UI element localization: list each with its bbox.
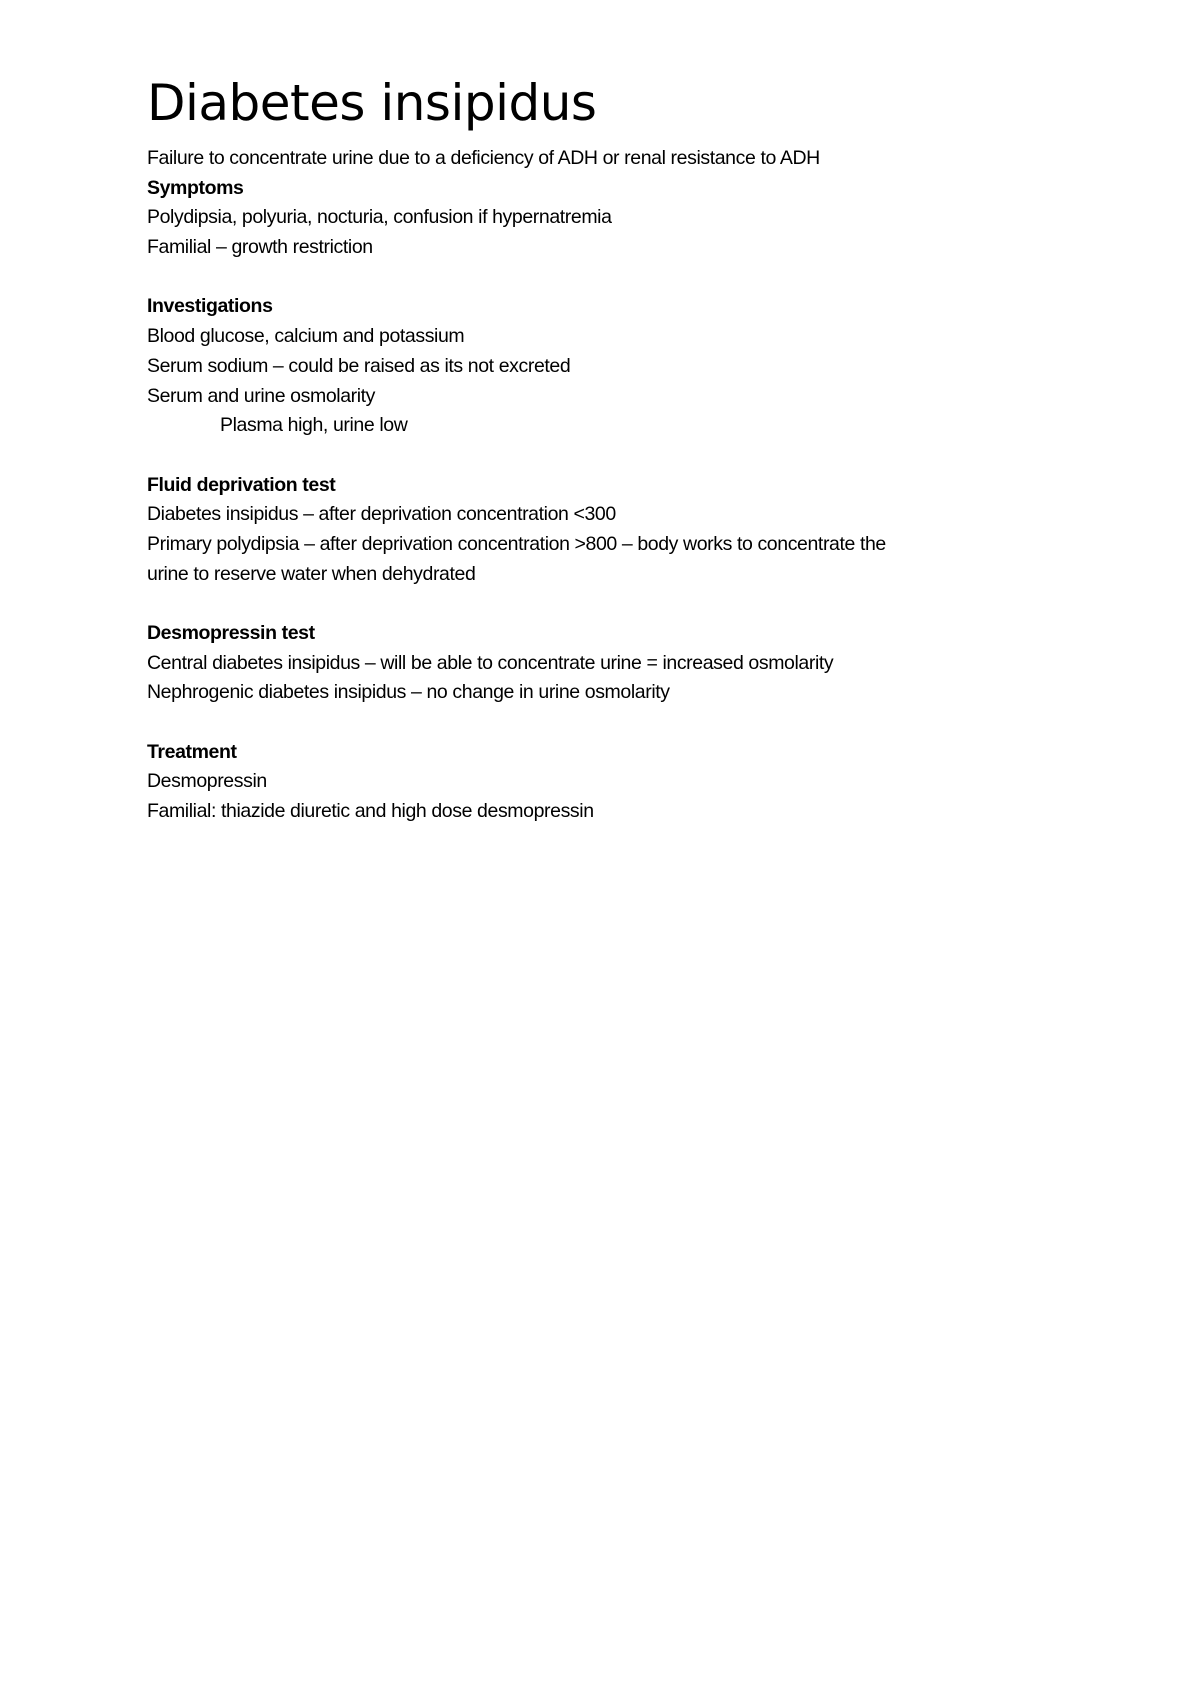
investigations-line: Serum and urine osmolarity	[147, 384, 376, 407]
desmopressin-test-heading: Desmopressin test	[147, 622, 315, 644]
fluid-test-heading: Fluid deprivation test	[147, 473, 336, 496]
fluid-test-line: urine to reserve water when dehydrated	[147, 562, 476, 585]
symptoms-line: Familial – growth restriction	[147, 236, 373, 259]
investigations-line: Blood glucose, calcium and potassium	[147, 325, 465, 348]
document-page	[147, 70, 1067, 827]
fluid-test-line: Primary polydipsia – after deprivation concentration >800 – body works to concentrate the	[147, 532, 886, 555]
desmopressin-test-line: Nephrogenic diabetes insipidus – no change in urine osmolarity	[147, 681, 670, 704]
investigations-line: Serum sodium – could be raised as its not excreted	[147, 354, 571, 377]
treatment-line: Familial: thiazide diuretic and high dose desmopressin	[147, 800, 594, 823]
fluid-test-line: Diabetes insipidus – after deprivation concentration <300	[147, 503, 616, 526]
investigations-heading: Investigations	[147, 295, 273, 318]
intro-text: Failure to concentrate urine due to a deficiency of ADH or renal resistance to ADH	[147, 147, 820, 169]
investigations-subline: Plasma high, urine low	[220, 414, 408, 437]
symptoms-heading: Symptoms	[147, 176, 244, 199]
document-title: Diabetes insipidus	[147, 74, 597, 132]
treatment-heading: Treatment	[147, 740, 237, 763]
treatment-line: Desmopressin	[147, 770, 267, 793]
symptoms-line: Polydipsia, polyuria, nocturia, confusion if hypernatremia	[147, 206, 612, 229]
desmopressin-test-line: Central diabetes insipidus – will be able to concentrate urine = increased osmolarity	[147, 651, 834, 674]
